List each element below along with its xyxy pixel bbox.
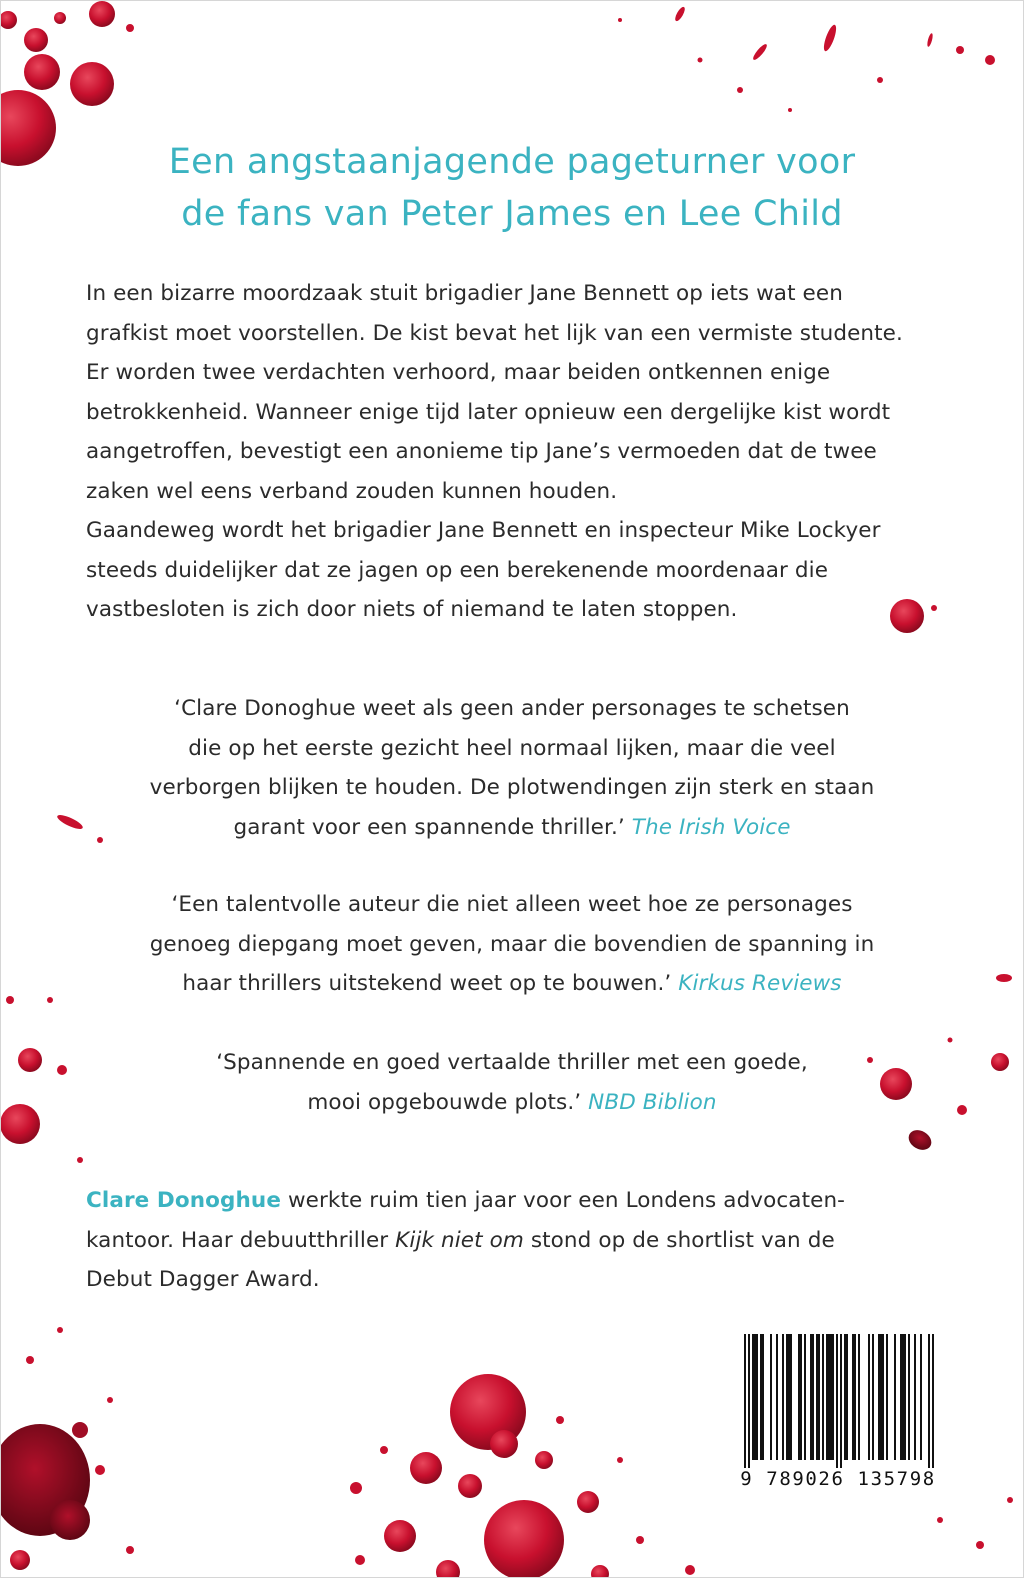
- synopsis-line: Er worden twee verdachten verhoord, maar beiden ontkennen enige: [86, 360, 831, 385]
- barcode-bar: [854, 1334, 856, 1460]
- quote-source: Kirkus Reviews: [678, 971, 842, 996]
- barcode-bar: [798, 1334, 800, 1460]
- quote-source: NBD Biblion: [588, 1089, 717, 1115]
- bio-line: Debut Dagger Award.: [86, 1267, 320, 1292]
- quote-line: [0, 1083, 1024, 1123]
- barcode-bar: [800, 1334, 802, 1460]
- barcode-bar: [756, 1334, 758, 1460]
- barcode-bar: [828, 1334, 830, 1460]
- synopsis-line: aangetroffen, bevestigt een anonieme tip Jane’s vermoeden dat de twee: [86, 439, 877, 464]
- quote-line: ‘Een talentvolle auteur die niet alleen weet hoe ze personages: [171, 892, 853, 917]
- barcode-bar: [902, 1334, 904, 1460]
- barcode-bar: [844, 1334, 846, 1460]
- quote-line: [0, 808, 1024, 848]
- barcode-bar: [752, 1334, 754, 1460]
- review-quote-irish-voice: [0, 689, 1024, 847]
- bio-line: [86, 1221, 946, 1261]
- barcode-bar: [846, 1334, 848, 1460]
- barcode-bar: [788, 1334, 790, 1460]
- tagline-line: Een angstaanjagende pageturner voor: [168, 142, 856, 182]
- barcode-bar: [900, 1334, 902, 1460]
- barcode-bar: [882, 1334, 884, 1460]
- barcode-bar: [822, 1334, 824, 1460]
- bio-text: stond op de shortlist van de: [523, 1227, 835, 1253]
- barcode-bar: [754, 1334, 756, 1460]
- quote-line: verborgen blijken te houden. De plotwendingen zijn sterk en staan: [149, 775, 875, 800]
- barcode-bar: [878, 1334, 880, 1460]
- barcode-bar: [880, 1334, 882, 1460]
- bio-text: werkte ruim tien jaar voor een Londens advocaten-: [281, 1188, 846, 1213]
- synopsis-line: steeds duidelijker dat ze jagen op een berekenende moordenaar die: [86, 557, 829, 583]
- barcode-bar: [810, 1334, 812, 1460]
- synopsis-line: zaken wel eens verband zouden kunnen houden.: [86, 478, 618, 504]
- barcode-bar: [782, 1334, 784, 1460]
- barcode-bar: [832, 1334, 834, 1460]
- barcode-bar: [760, 1334, 762, 1460]
- isbn-number: 9 789026 135798: [740, 1468, 936, 1490]
- barcode-bar: [908, 1334, 910, 1460]
- synopsis-line: In een bizarre moordzaak stuit brigadier Jane Bennett op iets wat een: [86, 281, 843, 306]
- tagline-headline: [0, 136, 1024, 240]
- author-name: Clare Donoghue: [86, 1188, 282, 1213]
- barcode-bar: [770, 1334, 772, 1460]
- bio-text: kantoor. Haar debuutthriller: [86, 1227, 396, 1253]
- barcode-bar: [872, 1334, 874, 1460]
- barcode-bar: [840, 1334, 842, 1468]
- barcode-bar: [858, 1334, 860, 1460]
- barcode-bar: [776, 1334, 778, 1460]
- synopsis-line: vastbesloten is zich door niets of niemand te laten stoppen.: [86, 597, 738, 622]
- bio-line: [86, 1181, 946, 1221]
- synopsis: [86, 274, 946, 630]
- quote-line: ‘Spannende en goed vertaalde thriller met een goede,: [216, 1050, 808, 1075]
- book-title: Kijk niet om: [395, 1227, 524, 1253]
- quote-line: ‘Clare Donoghue weet als geen ander personages te schetsen: [174, 696, 850, 721]
- barcode-bar: [818, 1334, 820, 1460]
- review-quote-kirkus-reviews: [0, 885, 1024, 1004]
- author-bio: [86, 1181, 946, 1300]
- barcode-bar: [894, 1334, 896, 1460]
- synopsis-line: Gaandeweg wordt het brigadier Jane Bennett en inspecteur Mike Lockyer: [86, 518, 881, 543]
- barcode-bar: [852, 1334, 854, 1460]
- synopsis-line: grafkist moet voorstellen. De kist bevat het lijk van een vermiste studente.: [86, 320, 903, 346]
- quote-text: haar thrillers uitstekend weet op te bouwen.’: [182, 971, 672, 996]
- barcode-bar: [928, 1334, 930, 1468]
- quote-text: mooi opgebouwde plots.’: [307, 1089, 582, 1115]
- barcode-bar: [816, 1334, 818, 1460]
- quote-line: die op het eerste gezicht heel normaal lijken, maar die veel: [188, 735, 836, 761]
- barcode-bar: [762, 1334, 764, 1460]
- quote-text: garant voor een spannende thriller.’: [233, 814, 625, 840]
- barcode-bar: [830, 1334, 832, 1460]
- barcode-bar: [744, 1334, 746, 1468]
- quote-line: genoeg diepgang moet geven, maar die bovendien de spanning in: [149, 931, 875, 957]
- barcode-bar: [932, 1334, 934, 1468]
- barcode-bar: [914, 1334, 916, 1460]
- quote-source: The Irish Voice: [631, 814, 791, 840]
- barcode-bar: [790, 1334, 792, 1460]
- tagline-line: de fans van Peter James en Lee Child: [181, 194, 843, 234]
- quote-line: [0, 964, 1024, 1004]
- barcode-bar: [826, 1334, 828, 1460]
- review-quote-nbd-biblion: [0, 1043, 1024, 1122]
- barcode-bar: [920, 1334, 922, 1460]
- barcode-bar: [804, 1334, 806, 1460]
- barcode-bar: [836, 1334, 838, 1468]
- synopsis-line: betrokkenheid. Wanneer enige tijd later opnieuw een dergelijke kist wordt: [86, 399, 891, 425]
- barcode-bar: [886, 1334, 888, 1460]
- barcode-bar: [748, 1334, 750, 1468]
- barcode-bar: [812, 1334, 814, 1460]
- barcode-bars: [735, 1328, 941, 1468]
- barcode-bar: [786, 1334, 788, 1460]
- barcode-bar: [904, 1334, 906, 1460]
- isbn-barcode: [735, 1328, 941, 1498]
- barcode-bar: [868, 1334, 870, 1460]
